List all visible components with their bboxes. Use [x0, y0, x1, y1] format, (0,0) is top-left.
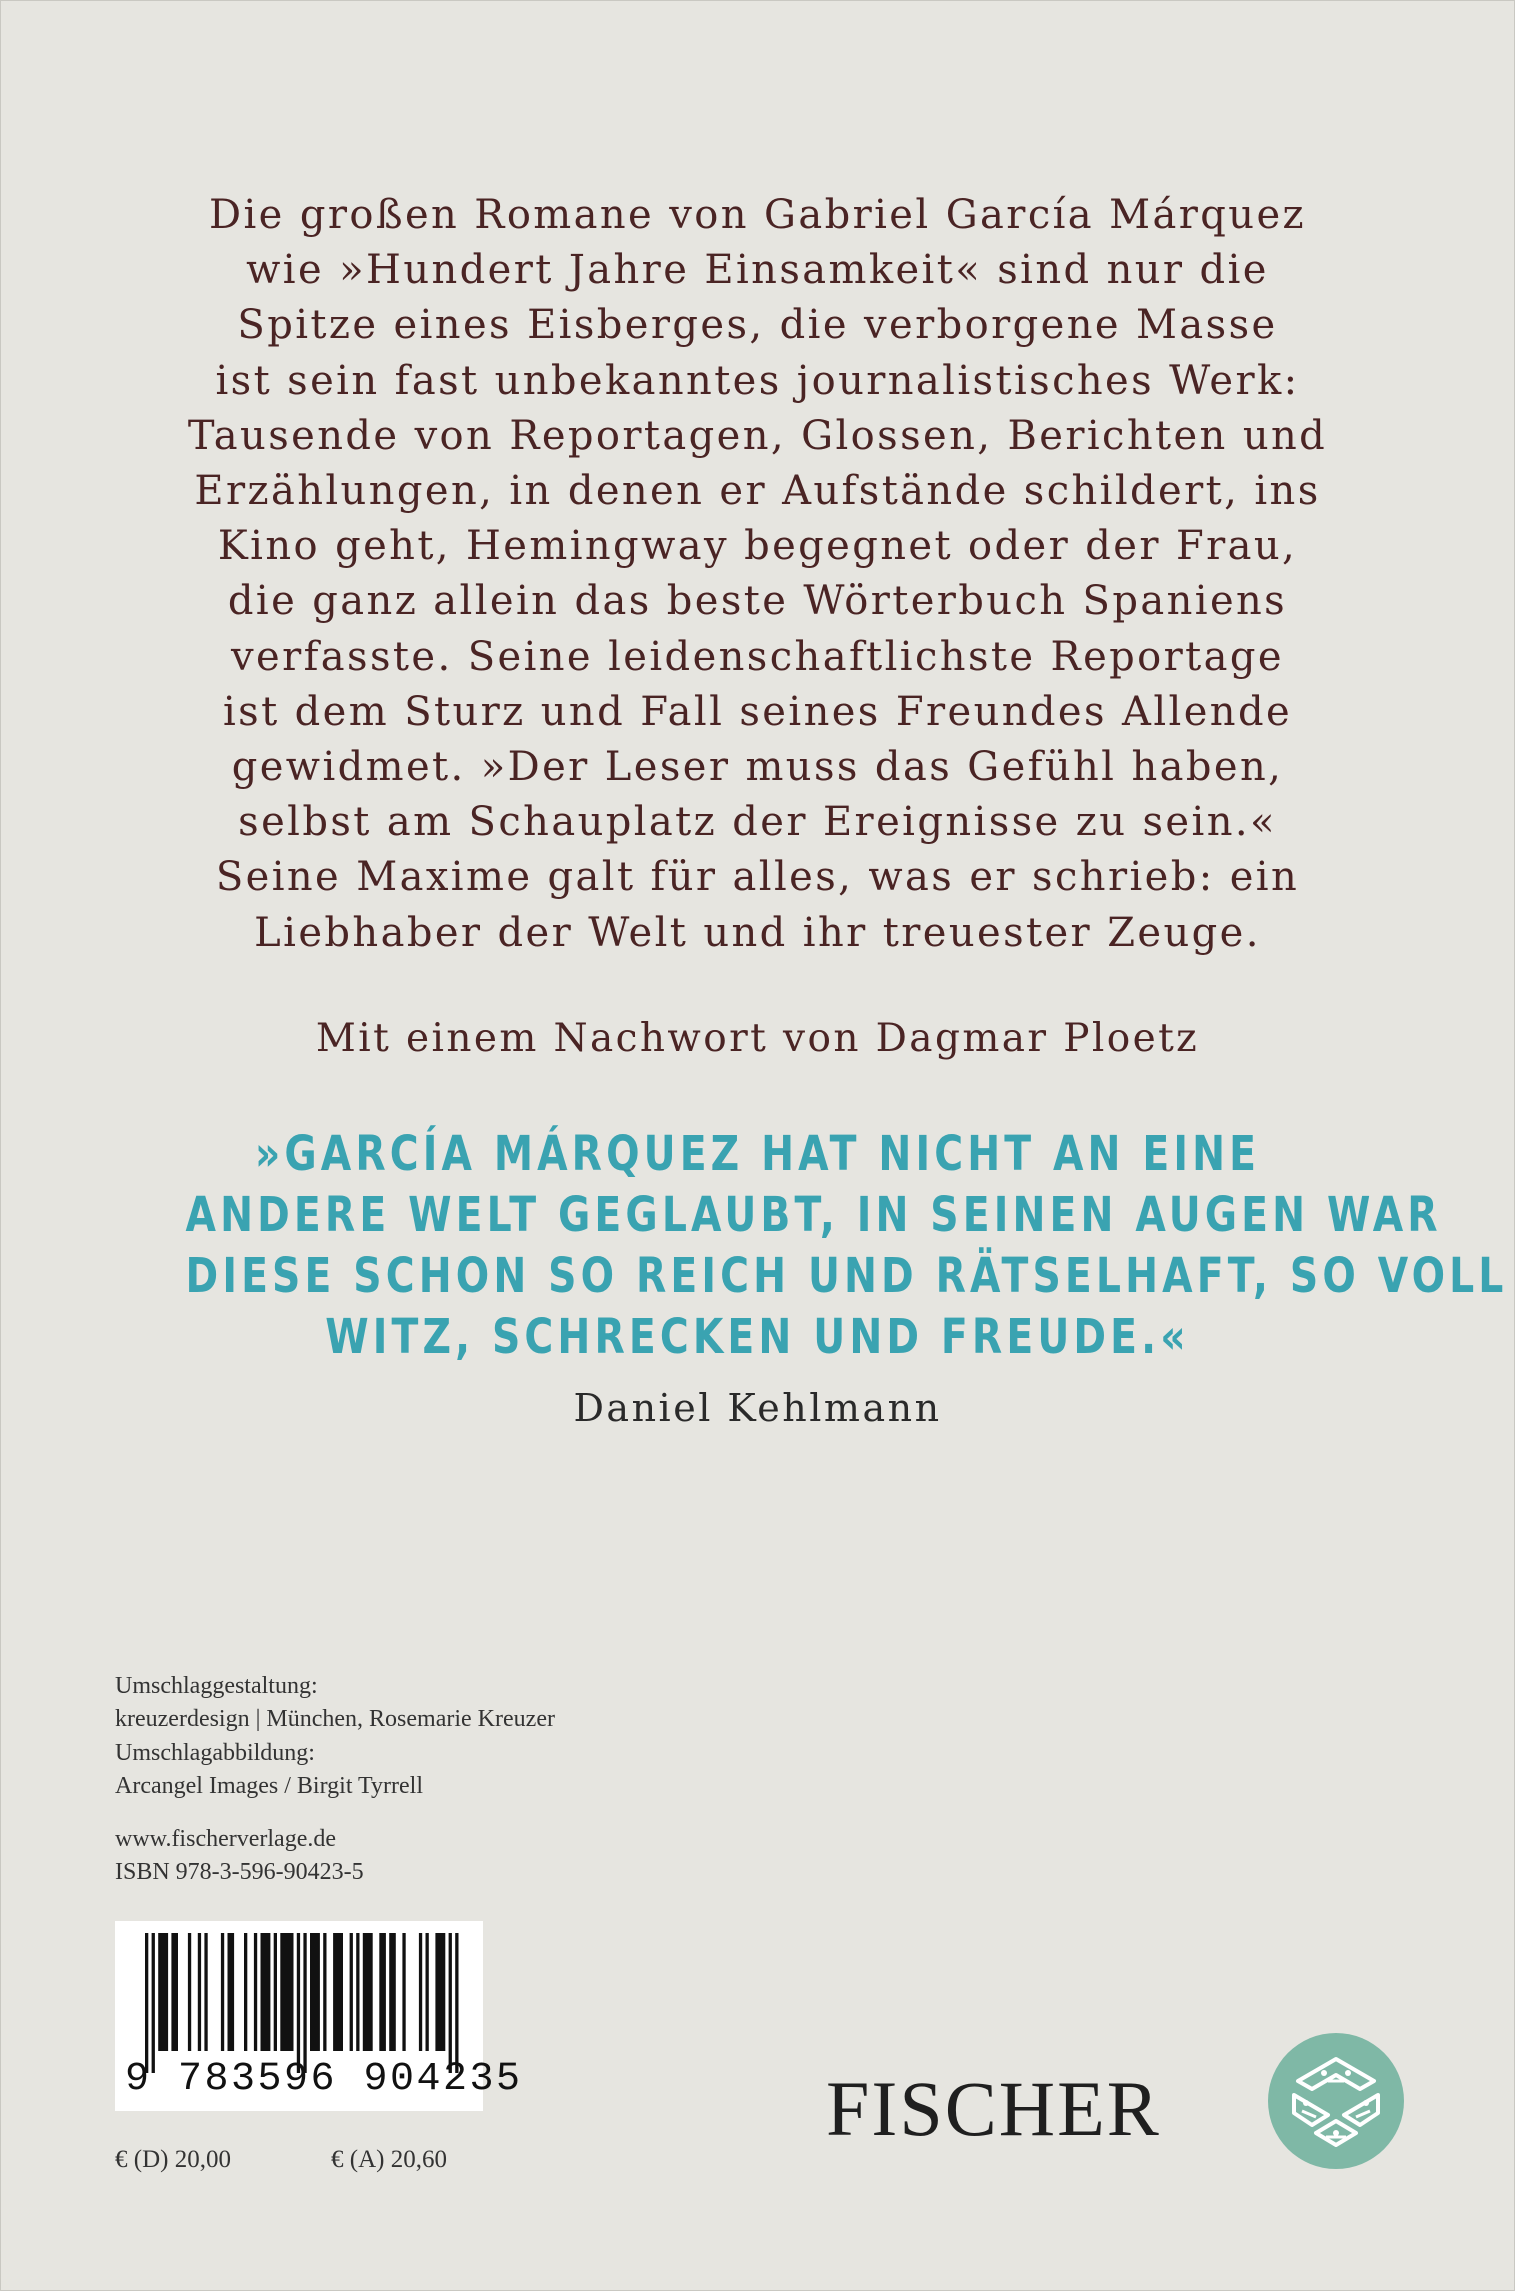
blurb-line: ist dem Sturz und Fall seines Freundes Allende [222, 688, 1293, 735]
blurb-text [70, 188, 1445, 961]
barcode-bar [323, 1933, 326, 2051]
barcode-bar [449, 1933, 452, 2073]
quote-line: WITZ, SCHRECKEN UND FREUDE.« [325, 1309, 1190, 1365]
barcode-bar [221, 1933, 224, 2051]
blurb-line: Seine Maxime galt für alles, was er schrieb: ein [215, 854, 1300, 901]
price-austria: € (A) 20,60 [331, 2146, 447, 2173]
barcode-bar [389, 1933, 396, 2051]
barcode-bar [356, 1933, 359, 2051]
barcode-bar [198, 1933, 201, 2051]
barcode-bar [303, 1933, 306, 2073]
blurb-line: Kino geht, Hemingway begegnet oder der Frau, [217, 523, 1298, 570]
barcode-bar [297, 1933, 300, 2073]
blurb-line: Spitze eines Eisberges, die verborgene Masse [237, 302, 1278, 349]
barcode-bar [419, 1933, 422, 2051]
barcode-bar [145, 1933, 148, 2073]
barcode-bar [171, 1933, 178, 2051]
barcode-bar [350, 1933, 353, 2051]
blurb-line: selbst am Schauplatz der Ereignisse zu sein.« [238, 799, 1277, 846]
barcode-bar [310, 1933, 320, 2051]
blurb-line: wie »Hundert Jahre Einsamkeit« sind nur die [246, 247, 1269, 294]
barcode-bar [363, 1933, 373, 2051]
blurb-line: ist sein fast unbekanntes journalistisches Werk: [215, 357, 1300, 404]
quote-line: »GARCÍA MÁRQUEZ HAT NICHT AN EINE [254, 1126, 1261, 1182]
barcode-bar [228, 1933, 235, 2051]
quote-line: ANDERE WELT GEGLAUBT, IN SEINEN AUGEN WAR [185, 1187, 1442, 1243]
blurb-line: gewidmet. »Der Leser muss das Gefühl haben, [231, 744, 1284, 791]
blurb-line: Tausende von Reportagen, Glossen, Berichten und [187, 412, 1328, 459]
quote-author: Daniel Kehlmann [573, 1386, 942, 1430]
barcode-bar [455, 1933, 458, 2073]
barcode-bar [426, 1933, 429, 2051]
blurb-line: Liebhaber der Welt und ihr treuester Zeuge. [254, 909, 1261, 956]
isbn-number: ISBN 978-3-596-90423-5 [115, 1859, 364, 1885]
barcode-bar [244, 1933, 247, 2051]
blurb-line: die ganz allein das beste Wörterbuch Spaniens [227, 578, 1288, 625]
blurb-line: Erzählungen, in denen er Aufstände schildert, ins [194, 468, 1321, 515]
publisher-website: www.fischerverlage.de [115, 1826, 337, 1852]
quote-line: DIESE SCHON SO REICH UND RÄTSELHAFT, SO VOLL [185, 1248, 1508, 1304]
afterword-credit: Mit einem Nachwort von Dagmar Ploetz [315, 1016, 1200, 1061]
publisher-name: FISCHER [826, 2065, 1161, 2152]
cover-image-label: Umschlagabbildung: [115, 1739, 315, 1766]
barcode-bar [204, 1933, 207, 2051]
barcode-bar [158, 1933, 168, 2051]
cover-credits [115, 1670, 555, 1804]
barcode-bar [274, 1933, 277, 2051]
barcode-bar [254, 1933, 257, 2051]
barcode-bar [402, 1933, 405, 2051]
blurb-line: verfasste. Seine leidenschaftlichste Reportage [231, 633, 1284, 680]
publisher-info [115, 1823, 364, 1889]
barcode-bar [333, 1933, 343, 2051]
blurb-line: Die großen Romane von Gabriel García Márquez [208, 192, 1307, 238]
barcode-bar [280, 1933, 293, 2051]
cover-image-credit: Arcangel Images / Birgit Tyrrell [115, 1773, 424, 1800]
barcode-bar [261, 1933, 271, 2051]
price-germany: € (D) 20,00 [115, 2146, 231, 2173]
review-quote [185, 1124, 1508, 1368]
barcode-bar [152, 1933, 155, 2073]
barcode [115, 1921, 523, 2111]
cover-design-label: Umschlaggestaltung: [115, 1673, 318, 1699]
barcode-bar [379, 1933, 386, 2051]
barcode-bar [188, 1933, 191, 2051]
cover-design-credit: kreuzerdesign | München, Rosemarie Kreuzer [115, 1706, 555, 1733]
fischer-fish-logo-icon [1268, 2033, 1404, 2169]
barcode-digits: 9 783596 904235 [125, 2057, 523, 2102]
barcode-bar [435, 1933, 445, 2051]
